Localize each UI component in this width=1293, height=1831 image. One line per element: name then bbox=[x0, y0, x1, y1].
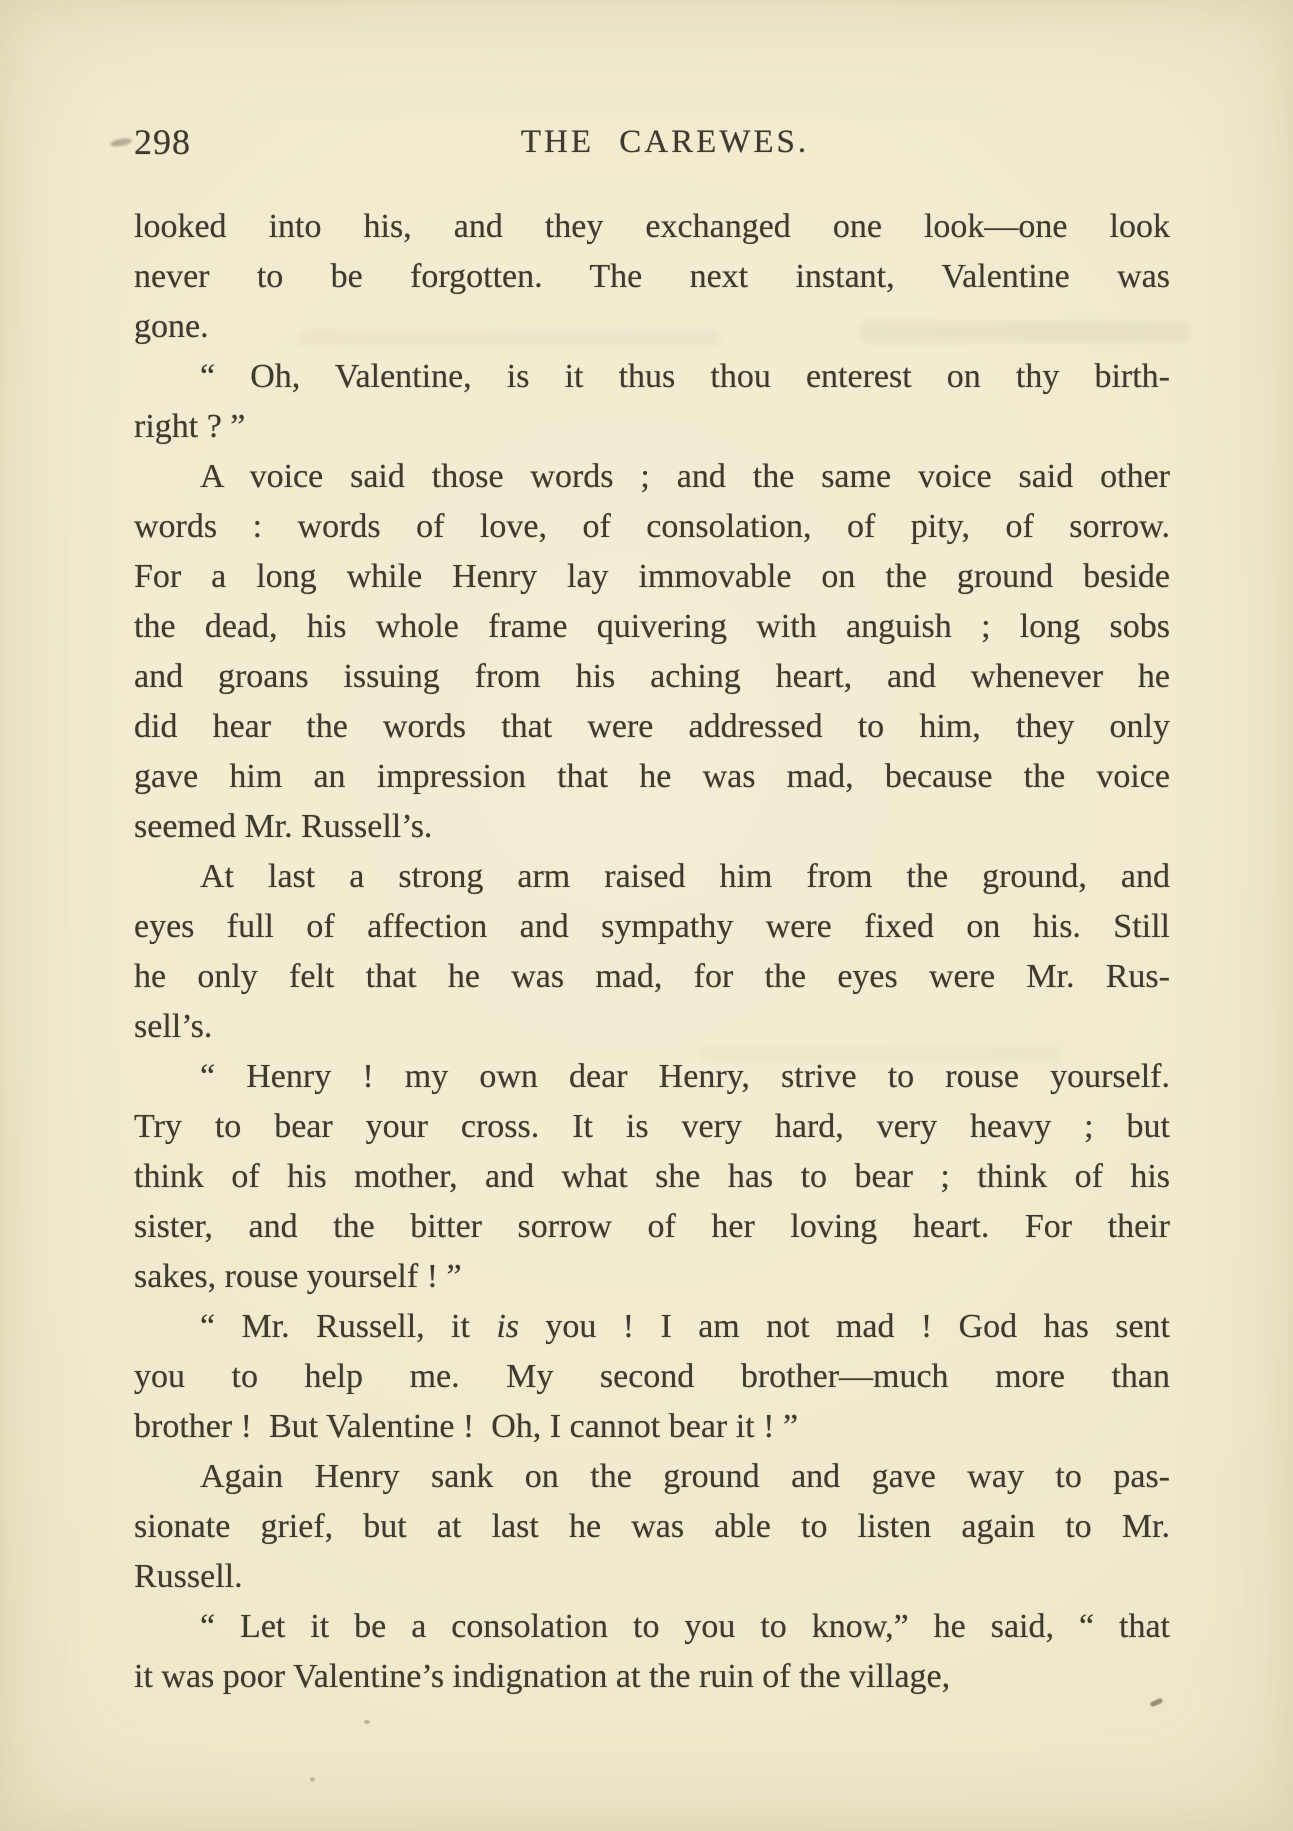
text-line: sionate grief, but at last he was able to listen again to Mr. bbox=[134, 1508, 1170, 1545]
text-line bbox=[134, 1302, 1170, 1352]
text-line: For a long while Henry lay immovable on the ground beside bbox=[134, 558, 1170, 595]
text-line: he only felt that he was mad, for the eyes were Mr. Rus- bbox=[134, 958, 1170, 995]
text-segment: “ Mr. Russell, it bbox=[200, 1308, 497, 1345]
text-line: words : words of love, of consolation, of pity, of sorrow. bbox=[134, 508, 1170, 545]
text-line: gave him an impression that he was mad, because the voice bbox=[134, 758, 1170, 795]
text-line: and groans issuing from his aching heart, and whenever he bbox=[134, 658, 1170, 695]
text-line: “ Henry ! my own dear Henry, strive to rouse yourself. bbox=[200, 1058, 1170, 1095]
running-title: THE CAREWES. bbox=[520, 124, 810, 160]
text-line: Again Henry sank on the ground and gave way to pas- bbox=[200, 1458, 1170, 1495]
paragraph bbox=[134, 1052, 1170, 1302]
text-line: gone. bbox=[134, 308, 209, 345]
text-line: right ? ” bbox=[134, 408, 246, 445]
ink-speck bbox=[364, 1720, 370, 1724]
paragraph bbox=[134, 852, 1170, 1052]
ink-speck bbox=[310, 1777, 315, 1782]
page-header bbox=[0, 0, 1293, 170]
paragraph bbox=[134, 202, 1170, 352]
text-line: brother ! But Valentine ! Oh, I cannot bear it ! ” bbox=[134, 1408, 799, 1445]
paragraph bbox=[134, 1452, 1170, 1602]
text-line: sakes, rouse yourself ! ” bbox=[134, 1258, 462, 1295]
text-line: eyes full of affection and sympathy were fixed on his. Still bbox=[134, 908, 1170, 945]
text-line: looked into his, and they exchanged one look—one look bbox=[134, 208, 1170, 245]
text-line: think of his mother, and what she has to bear ; think of his bbox=[134, 1158, 1170, 1195]
text-line: “ Oh, Valentine, is it thus thou enterest on thy birth- bbox=[200, 358, 1170, 395]
text-line: “ Let it be a consolation to you to know,” he said, “ that bbox=[200, 1608, 1170, 1645]
text-line: Russell. bbox=[134, 1558, 243, 1595]
text-line: sister, and the bitter sorrow of her loving heart. For their bbox=[134, 1208, 1170, 1245]
page-body bbox=[134, 202, 1170, 1702]
text-segment: you ! I am not mad ! God has sent bbox=[519, 1308, 1170, 1345]
page-number: 298 bbox=[134, 122, 191, 162]
paragraph bbox=[134, 452, 1170, 852]
text-line: A voice said those words ; and the same voice said other bbox=[200, 458, 1170, 495]
text-line: you to help me. My second brother—much more than bbox=[134, 1358, 1170, 1395]
text-line: At last a strong arm raised him from the ground, and bbox=[200, 858, 1170, 895]
text-line: never to be forgotten. The next instant, Valentine was bbox=[134, 258, 1170, 295]
text-line: sell’s. bbox=[134, 1008, 213, 1045]
text-line: Try to bear your cross. It is very hard, very heavy ; but bbox=[134, 1108, 1170, 1145]
text-line: it was poor Valentine’s indignation at the ruin of the village, bbox=[134, 1658, 951, 1695]
text-line: seemed Mr. Russell’s. bbox=[134, 808, 433, 845]
paragraph bbox=[134, 1602, 1170, 1702]
text-line: the dead, his whole frame quivering with anguish ; long sobs bbox=[134, 608, 1170, 645]
italic-text: is bbox=[496, 1308, 520, 1345]
text-line: did hear the words that were addressed to him, they only bbox=[134, 708, 1170, 745]
paragraph bbox=[134, 1302, 1170, 1452]
paragraph bbox=[134, 352, 1170, 452]
